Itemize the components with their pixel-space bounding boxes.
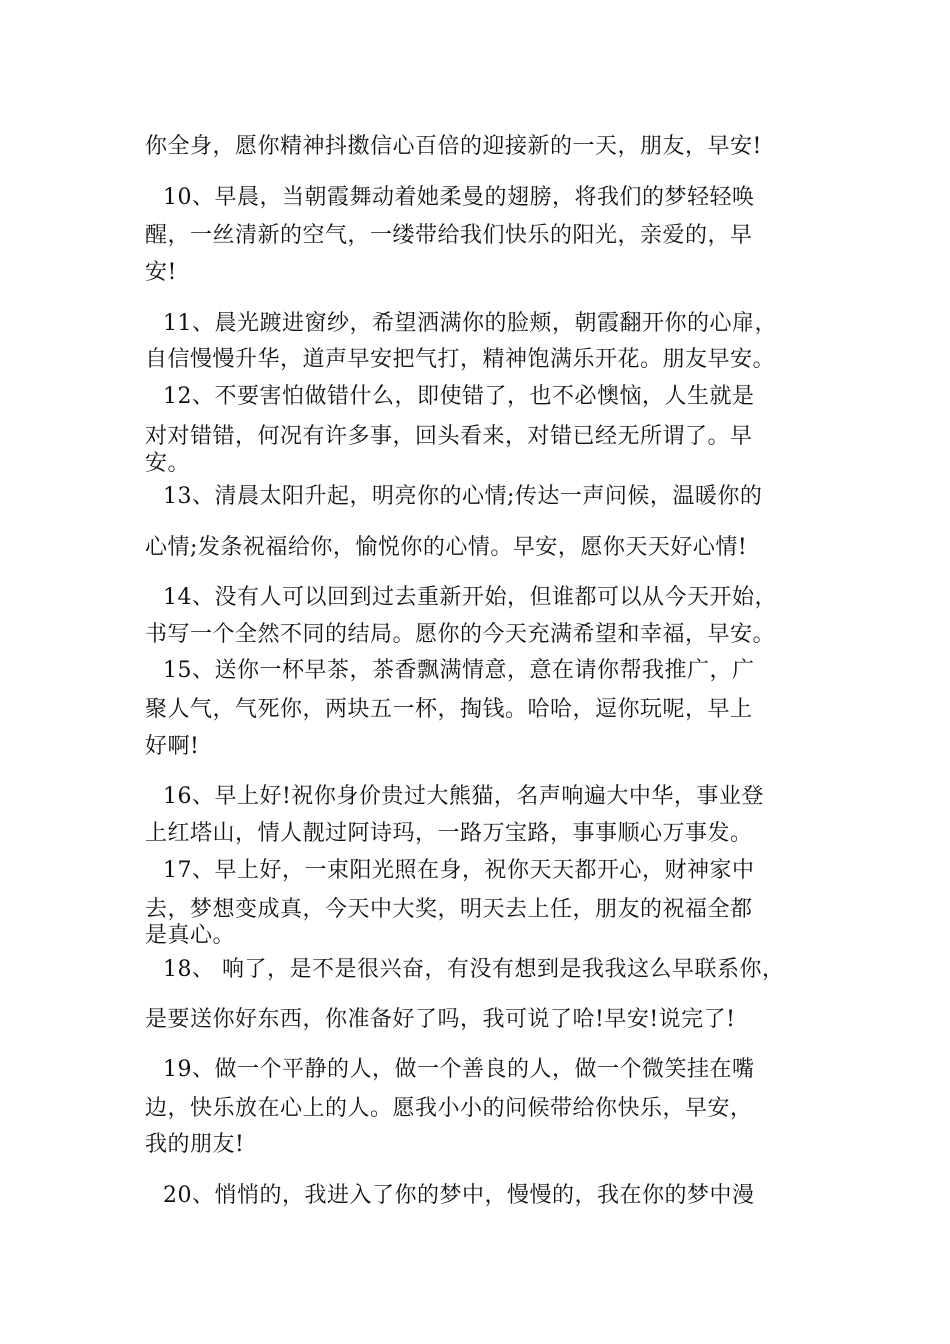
text-line: 10、早晨，当朝霞舞动着她柔曼的翅膀，将我们的梦轻轻唤	[163, 185, 755, 210]
text-line: 聚人气，气死你，两块五一杯，掏钱。哈哈，逗你玩呢，早上	[145, 697, 753, 722]
text-line: 对对错错，何况有许多事，回头看来，对错已经无所谓了。早	[145, 424, 753, 449]
text-line: 是要送你好东西，你准备好了吗，我可说了哈!早安!说完了!	[145, 1007, 736, 1032]
text-line: 醒，一丝清新的空气，一缕带给我们快乐的阳光，亲爱的，早	[145, 223, 753, 248]
text-line: 20、悄悄的，我进入了你的梦中，慢慢的，我在你的梦中漫	[163, 1183, 755, 1208]
text-line: 11、晨光踱进窗纱，希望洒满你的脸颊，朝霞翻开你的心扉，	[163, 311, 777, 336]
text-line: 安!	[145, 260, 177, 285]
text-line: 书写一个全然不同的结局。愿你的今天充满希望和幸福，早安。	[145, 622, 776, 647]
text-line: 我的朋友!	[145, 1132, 245, 1157]
text-line: 去，梦想变成真，今天中大奖，明天去上任，朋友的祝福全都	[145, 897, 753, 922]
text-line: 自信慢慢升华，道声早安把气打，精神饱满乐开花。朋友早安。	[145, 347, 776, 372]
text-line: 好啊!	[145, 734, 200, 759]
text-line: 你全身，愿你精神抖擞信心百倍的迎接新的一天，朋友，早安!	[145, 134, 762, 159]
text-line: 17、早上好，一束阳光照在身，祝你天天都开心，财神家中	[163, 858, 755, 883]
text-line: 心情;发条祝福给你，愉悦你的心情。早安，愿你天天好心情!	[145, 535, 748, 560]
text-line: 是真心。	[145, 923, 236, 948]
text-line: 安。	[145, 451, 191, 476]
text-line: 16、早上好!祝你身价贵过大熊猫，名声响遍大中华，事业登	[163, 784, 764, 809]
text-line: 12、不要害怕做错什么，即使错了，也不必懊恼，人生就是	[163, 384, 755, 409]
text-line: 19、做一个平静的人，做一个善良的人，做一个微笑挂在嘴	[163, 1057, 755, 1082]
text-line: 边，快乐放在心上的人。愿我小小的问候带给你快乐，早安，	[145, 1096, 753, 1121]
text-line: 上红塔山，情人靓过阿诗玛，一路万宝路，事事顺心万事发。	[145, 821, 753, 846]
text-line: 18、 响了，是不是很兴奋，有没有想到是我我这么早联系你，	[163, 957, 785, 982]
text-line: 13、清晨太阳升起，明亮你的心情;传达一声问候，温暖你的	[163, 484, 763, 509]
text-line: 15、送你一杯早茶，茶香飘满情意，意在请你帮我推广，广	[163, 658, 755, 683]
text-line: 14、没有人可以回到过去重新开始，但谁都可以从今天开始，	[163, 585, 777, 610]
